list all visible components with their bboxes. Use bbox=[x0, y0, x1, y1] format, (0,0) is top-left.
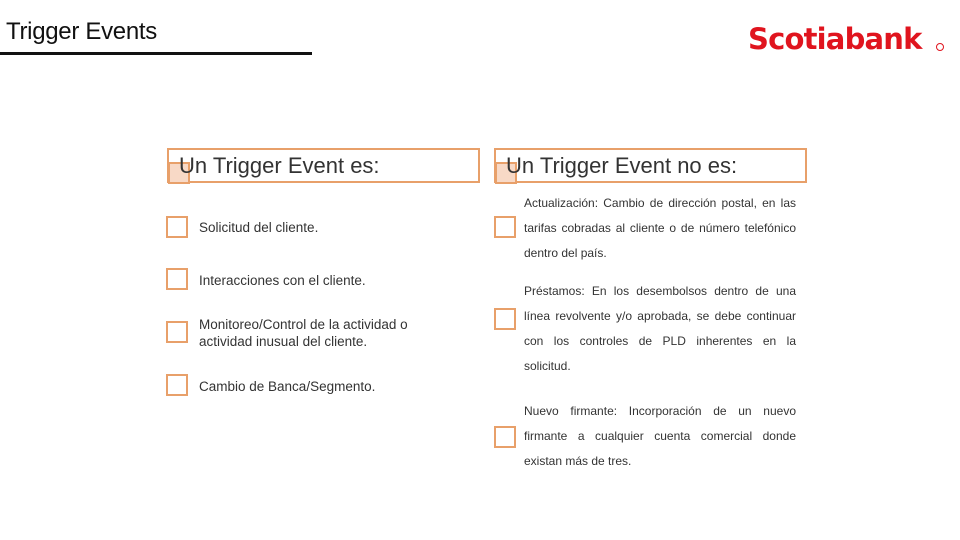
left-list-item: Interacciones con el cliente. bbox=[199, 273, 366, 288]
right-list-item: Actualización: Cambio de dirección postal, en las tarifas cobradas al cliente o de número telefónico dentro del país. bbox=[524, 196, 796, 260]
checkbox-icon bbox=[166, 321, 188, 343]
left-list-item: Cambio de Banca/Segmento. bbox=[199, 379, 376, 394]
checkbox-icon bbox=[166, 216, 188, 238]
left-list-item: Solicitud del cliente. bbox=[199, 220, 319, 235]
left-header-label: Un Trigger Event es: bbox=[179, 152, 380, 178]
title-underline bbox=[0, 52, 312, 55]
right-header-label: Un Trigger Event no es: bbox=[506, 152, 738, 178]
checkbox-icon bbox=[494, 308, 516, 330]
checkbox-icon bbox=[494, 216, 516, 238]
slide-title: Trigger Events bbox=[6, 18, 157, 45]
checkbox-icon bbox=[166, 268, 188, 290]
checkbox-icon bbox=[494, 426, 516, 448]
registered-mark-icon bbox=[936, 43, 944, 51]
left-list-item: Monitoreo/Control de la actividad o actividad inusual del cliente. bbox=[199, 317, 408, 349]
right-list-item: Nuevo firmante: Incorporación de un nuevo firmante a cualquier cuenta comercial donde existan más de tres. bbox=[524, 404, 796, 468]
checkbox-icon bbox=[166, 374, 188, 396]
right-column-header bbox=[494, 148, 807, 183]
left-column-header bbox=[167, 148, 480, 183]
scotiabank-logo: Scotiabank bbox=[748, 22, 922, 56]
right-list-item: Préstamos: En los desembolsos dentro de una línea revolvente y/o aprobada, se debe continuar con los controles de PLD inherentes en la solicitud. bbox=[524, 284, 796, 373]
